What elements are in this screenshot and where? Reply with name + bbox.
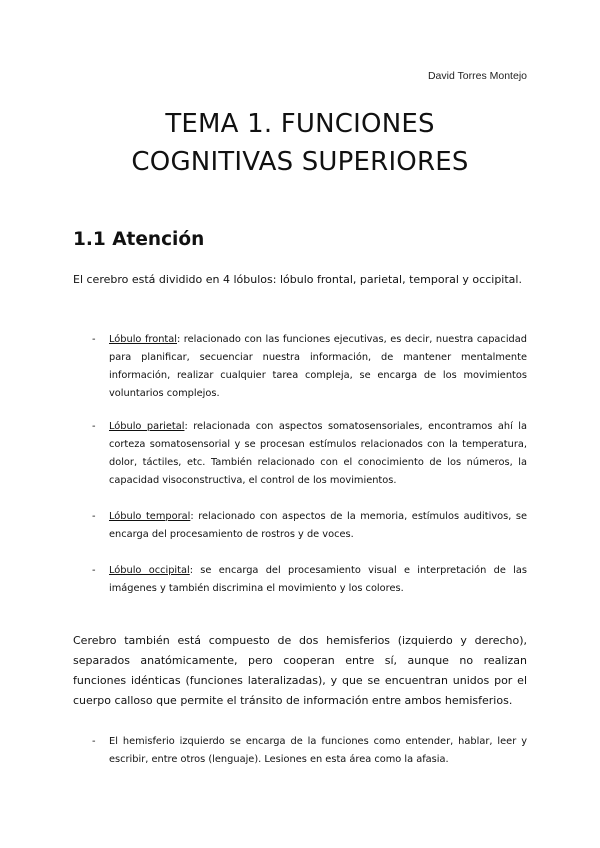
list-item bbox=[73, 508, 527, 544]
list-item bbox=[73, 418, 527, 490]
section-heading: 1.1 Atención bbox=[73, 229, 205, 250]
intro-paragraph: El cerebro está dividido en 4 lóbulos: lóbulo frontal, parietal, temporal y occipital. bbox=[73, 273, 522, 286]
list-item bbox=[73, 562, 527, 598]
lobe-list-item-temporal bbox=[73, 508, 527, 544]
list-item bbox=[73, 331, 527, 403]
lobe-description: : relacionada con aspectos somatosensoriales, encontramos ahí la corteza somatosensorial y se procesan estímulos relacionados con la temperatura, dolor, táctiles, etc. También relacionado con el conocimiento de los números, la capacidad visoconstructiva, el control de los movimientos. bbox=[109, 421, 527, 486]
bullet-dash: - bbox=[92, 421, 96, 432]
lobe-description: : se encarga del procesamiento visual e interpretación de las imágenes y también discrimina el movimiento y los colores. bbox=[109, 565, 527, 594]
lobe-term: Lóbulo frontal bbox=[109, 334, 177, 345]
author-name: David Torres Montejo bbox=[427, 70, 527, 82]
lobe-list-item-frontal bbox=[73, 331, 527, 403]
lobe-list-item-occipital bbox=[73, 562, 527, 598]
title-line-2: COGNITIVAS SUPERIORES bbox=[131, 147, 469, 177]
lobe-term: Lóbulo occipital bbox=[109, 565, 190, 576]
lobe-list-item-parietal bbox=[73, 418, 527, 490]
bullet-dash: - bbox=[92, 334, 96, 345]
document-title bbox=[0, 105, 600, 181]
hemisphere-description: El hemisferio izquierdo se encarga de la funciones como entender, hablar, leer y escribir, entre otros (lenguaje). Lesiones en esta área como la afasia. bbox=[109, 736, 527, 765]
bullet-dash: - bbox=[92, 511, 96, 522]
bullet-dash: - bbox=[92, 565, 96, 576]
lobe-term: Lóbulo temporal bbox=[109, 511, 191, 522]
list-item bbox=[73, 733, 527, 769]
title-line-1: TEMA 1. FUNCIONES bbox=[165, 109, 435, 139]
lobe-description: : relacionado con aspectos de la memoria, estímulos auditivos, se encarga del procesamiento de rostros y de voces. bbox=[109, 511, 528, 540]
lobe-description: : relacionado con las funciones ejecutivas, es decir, nuestra capacidad para planificar, secuenciar nuestra información, de mantener mentalmente información, realizar cualquier tarea compleja, se encarga de los movimientos voluntarios complejos. bbox=[109, 334, 527, 399]
hemisphere-list bbox=[73, 733, 527, 769]
hemispheres-paragraph: Cerebro también está compuesto de dos hemisferios (izquierdo y derecho), separados anatómicamente, pero cooperan entre sí, aunque no realizan funciones idénticas (funciones lateralizadas), y que se encuentran unidos por el cuerpo calloso que permite el tránsito de información entre ambos hemisferios. bbox=[73, 634, 527, 707]
lobe-term: Lóbulo parietal bbox=[109, 421, 185, 432]
bullet-dash: - bbox=[92, 736, 96, 747]
